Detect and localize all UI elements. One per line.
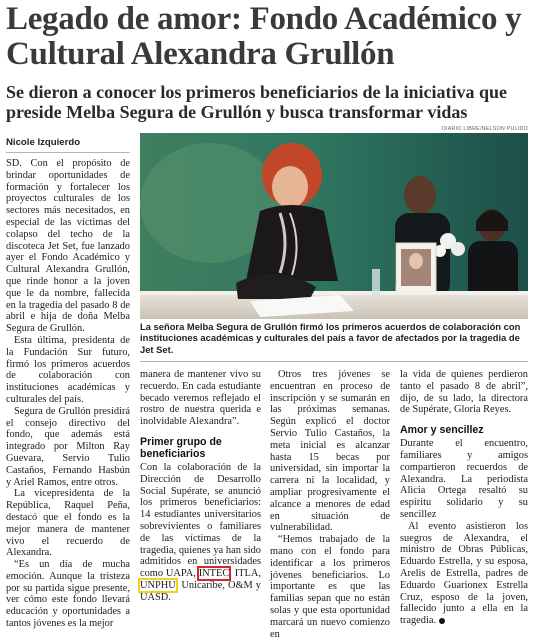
- article-column-3: [270, 369, 390, 640]
- paragraph: Esta última, presidenta de la Fundación Sur futuro, firmó los primeros acuerdos de colaboración con instituciones académicas y culturales del país.: [6, 334, 130, 405]
- photo-credit: DIARIO LIBRE/NELSON PULIDO: [441, 126, 528, 132]
- paragraph-text: , Unicaribe, O&M y UASD.: [140, 579, 261, 603]
- caption-divider: [140, 361, 528, 362]
- article-column-1: [6, 158, 130, 630]
- article-deck: Se dieron a conocer los primeros beneficiarios de la iniciativa que preside Melba Segura de Grullón y busca transformar vidas: [6, 82, 507, 122]
- byline: Nicole Izquierdo: [6, 137, 81, 148]
- photo-illustration: [140, 133, 528, 319]
- paragraph: “Hemos trabajado de la mano con el fondo para identificar a los primeros jóvenes beneficiarios. Lo importante es que las familias sepan que no están solas y que esta oportunidad marcará un nuevo comienzo en: [270, 534, 390, 640]
- intec-highlight: INTEC: [198, 568, 230, 580]
- photo-caption: La señora Melba Segura de Grullón firmó los primeros acuerdos de colaboración con instituciones académicas y culturales del país a favor de afectados por la tragedia de Jet Set.: [140, 321, 521, 355]
- unphu-highlight: UNPHU: [140, 579, 176, 591]
- paragraph: Otros tres jóvenes se encuentran en proceso de inscripción y se sumarán en las próximas semanas. Según explicó el doctor Servio Tulio Castaños, la meta inicial es alcanzar hasta 15 becas por universidad, sin importar la carrera ni la localidad, y ampliar progresivamente el alcance a menores de edad en situación de vulnerabilidad.: [270, 369, 390, 534]
- paragraph: la vida de quienes perdieron tanto el pasado 8 de abril”, dijo, de su lado, la directora de Supérate, Gloria Reyes.: [400, 369, 528, 416]
- paragraph: “Es un día de mucha emoción. Aunque la tristeza por su partida sigue presente, ver cómo este fondo llevará educación y oportunidades a tantos jóvenes es la mejor: [6, 559, 130, 630]
- section-heading-amor: Amor y sencillez: [400, 424, 484, 437]
- paragraph: manera de mantener vivo su recuerdo. En cada estudiante becado veremos reflejado el rostro de nuestra querida e inolvidable Alexandra”.: [140, 369, 261, 428]
- paragraph-final: [400, 521, 528, 627]
- paragraph: SD. Con el propósito de brindar oportunidades de formación y fortalecer los proyectos culturales de los sectores más necesitados, en especial de las víctimas del colapso del techo de la discoteca Jet Set, fue lanzado ayer el Fondo Académico y Cultural Alexandra Grullón, que rinde honor a la joven que le da nombre, fallecida en la tragedia del pasado 8 de abril e hija de doña Melba Segura de Grullón.: [6, 158, 130, 335]
- article-column-2: [140, 369, 261, 621]
- article-headline: Legado de amor: Fondo Académico y Cultural Alexandra Grullón: [6, 1, 522, 72]
- end-of-article-icon: [439, 618, 445, 624]
- paragraph: La vicepresidenta de la República, Raquel Peña, destacó que el fondo es la mejor manera de mantener vivo el recuerdo de Alexandra.: [6, 488, 130, 559]
- byline-divider: [6, 152, 130, 153]
- section-heading-beneficiarios: Primer grupo de beneficiarios: [140, 435, 222, 460]
- paragraph: Durante el encuentro, familiares y amigos compartieron recuerdos de Alexandra. La periodista Alicia Ortega resaltó su espíritu solidario y su sencillez: [400, 438, 528, 520]
- paragraph-text: Al evento asistieron los suegros de Alexandra, el ministro de Obras Públicas, Eduardo Estrella, y su esposa, Arelis de Estrella, padres de Eduardo Guarionex Estrella Cruz, esposo de la joven, fallecido junto a ella en la tragedia.: [400, 520, 528, 627]
- article-photo: [140, 133, 528, 319]
- paragraph: Segura de Grullón presidirá el consejo directivo del fondo, que además está integrado por Milton Ray Guevara, Servio Tulio Castaños, Fernando Hasbún y Ariel Ramos, entre otros.: [6, 405, 130, 488]
- paragraph-text: Con la colaboración de la Dirección de Desarrollo Social Supérate, se anunció los primeros beneficiarios: 14 estudiantes universitarios sobrevivientes o familiares de las víctimas de la tragedia, quienes ya han sido admitidos en universidades como UAPA,: [140, 461, 261, 580]
- article-column-4: [400, 369, 528, 627]
- paragraph-beneficiarios: [140, 462, 261, 604]
- paragraph-text: , ITLA,: [229, 568, 261, 580]
